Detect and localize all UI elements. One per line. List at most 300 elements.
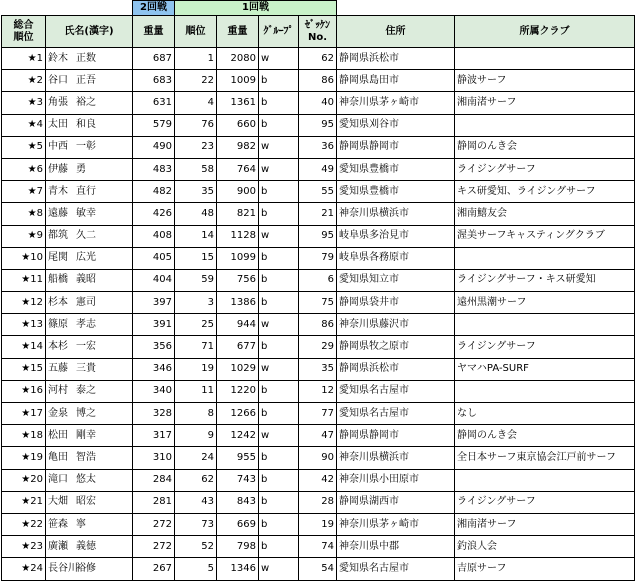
club-cell: 釣浪人会 bbox=[455, 536, 635, 558]
given-name: 裕修 bbox=[76, 562, 96, 574]
overall-rank-cell: ★10 bbox=[2, 247, 46, 269]
bib-cell: 95 bbox=[299, 114, 337, 136]
bib-cell: 74 bbox=[299, 536, 337, 558]
given-name: 憲司 bbox=[76, 296, 96, 308]
group-cell: b bbox=[259, 491, 299, 513]
table-row bbox=[2, 114, 635, 136]
group-cell: w bbox=[259, 48, 299, 70]
group-cell: w bbox=[259, 358, 299, 380]
overall-rank-cell: ★7 bbox=[2, 181, 46, 203]
family-name: 太田 bbox=[48, 119, 68, 131]
table-row bbox=[2, 513, 635, 535]
bib-cell: 49 bbox=[299, 158, 337, 180]
col-weight-round1: 重量 bbox=[217, 16, 259, 48]
name-cell bbox=[46, 158, 133, 180]
col-group: ｸﾞﾙｰﾌﾟ bbox=[259, 16, 299, 48]
club-cell: 湘南渚サーフ bbox=[455, 92, 635, 114]
rank-round1-cell: 73 bbox=[175, 513, 217, 535]
bib-cell: 19 bbox=[299, 513, 337, 535]
bib-cell: 86 bbox=[299, 314, 337, 336]
family-name: 亀田 bbox=[48, 451, 68, 463]
weight-round1-cell: 764 bbox=[217, 158, 259, 180]
bib-cell: 40 bbox=[299, 92, 337, 114]
overall-rank-cell: ★16 bbox=[2, 380, 46, 402]
group-cell: b bbox=[259, 536, 299, 558]
overall-rank-cell: ★5 bbox=[2, 136, 46, 158]
club-cell: 静岡のんき会 bbox=[455, 425, 635, 447]
address-cell: 神奈川県藤沢市 bbox=[337, 314, 455, 336]
weight-round2-cell: 346 bbox=[133, 358, 175, 380]
overall-rank-cell: ★21 bbox=[2, 491, 46, 513]
weight-round2-cell: 310 bbox=[133, 447, 175, 469]
band-spacer bbox=[46, 1, 133, 16]
rank-round1-cell: 8 bbox=[175, 403, 217, 425]
group-cell: w bbox=[259, 225, 299, 247]
given-name: 義徳 bbox=[76, 540, 96, 552]
weight-round1-cell: 660 bbox=[217, 114, 259, 136]
bib-cell: 12 bbox=[299, 380, 337, 402]
weight-round2-cell: 482 bbox=[133, 181, 175, 203]
rank-round1-cell: 23 bbox=[175, 136, 217, 158]
club-cell bbox=[455, 469, 635, 491]
weight-round1-cell: 2080 bbox=[217, 48, 259, 70]
family-name: 角張 bbox=[48, 96, 68, 108]
results-table bbox=[1, 0, 635, 581]
family-name: 中西 bbox=[48, 141, 68, 153]
address-cell: 愛知県名古屋市 bbox=[337, 380, 455, 402]
overall-rank-cell: ★1 bbox=[2, 48, 46, 70]
address-cell: 愛知県豊橋市 bbox=[337, 158, 455, 180]
weight-round1-cell: 1346 bbox=[217, 558, 259, 580]
name-cell bbox=[46, 336, 133, 358]
bib-cell: 90 bbox=[299, 447, 337, 469]
rank-round1-cell: 11 bbox=[175, 380, 217, 402]
family-name: 河村 bbox=[48, 385, 68, 397]
rank-round1-cell: 35 bbox=[175, 181, 217, 203]
rank-round1-cell: 5 bbox=[175, 558, 217, 580]
address-cell: 静岡県静岡市 bbox=[337, 136, 455, 158]
table-row bbox=[2, 48, 635, 70]
club-cell: ライジングサーフ・キス研愛知 bbox=[455, 269, 635, 291]
group-cell: w bbox=[259, 425, 299, 447]
address-cell: 神奈川県横浜市 bbox=[337, 447, 455, 469]
family-name: 伊藤 bbox=[48, 163, 68, 175]
name-cell bbox=[46, 380, 133, 402]
rank-round1-cell: 24 bbox=[175, 447, 217, 469]
name-cell bbox=[46, 70, 133, 92]
weight-round2-cell: 426 bbox=[133, 203, 175, 225]
club-cell: 静波サーフ bbox=[455, 70, 635, 92]
family-name: 青木 bbox=[48, 185, 68, 197]
given-name: 勇 bbox=[76, 163, 86, 175]
family-name: 都筑 bbox=[48, 230, 68, 242]
weight-round1-cell: 955 bbox=[217, 447, 259, 469]
band-spacer bbox=[2, 1, 46, 16]
club-cell: 吉原サーフ bbox=[455, 558, 635, 580]
table-row bbox=[2, 203, 635, 225]
weight-round2-cell: 317 bbox=[133, 425, 175, 447]
round-header-row bbox=[2, 1, 635, 16]
col-overall-rank: 総合 順位 bbox=[2, 16, 46, 48]
weight-round2-cell: 683 bbox=[133, 70, 175, 92]
weight-round1-cell: 677 bbox=[217, 336, 259, 358]
overall-rank-cell: ★17 bbox=[2, 403, 46, 425]
table-row bbox=[2, 136, 635, 158]
table-row bbox=[2, 292, 635, 314]
name-cell bbox=[46, 48, 133, 70]
club-cell: 遠州黒潮サーフ bbox=[455, 292, 635, 314]
overall-rank-cell: ★6 bbox=[2, 158, 46, 180]
overall-rank-cell: ★15 bbox=[2, 358, 46, 380]
name-cell bbox=[46, 269, 133, 291]
overall-rank-cell: ★11 bbox=[2, 269, 46, 291]
bib-cell: 95 bbox=[299, 225, 337, 247]
family-name: 杉本 bbox=[48, 296, 68, 308]
address-cell: 岐阜県各務原市 bbox=[337, 247, 455, 269]
group-cell: w bbox=[259, 136, 299, 158]
given-name: 博之 bbox=[76, 407, 96, 419]
overall-rank-cell: ★3 bbox=[2, 92, 46, 114]
name-cell bbox=[46, 425, 133, 447]
table-row bbox=[2, 314, 635, 336]
weight-round2-cell: 340 bbox=[133, 380, 175, 402]
address-cell: 愛知県名古屋市 bbox=[337, 558, 455, 580]
rank-round1-cell: 71 bbox=[175, 336, 217, 358]
family-name: 金泉 bbox=[48, 407, 68, 419]
name-cell bbox=[46, 447, 133, 469]
table-row bbox=[2, 247, 635, 269]
rank-round1-cell: 58 bbox=[175, 158, 217, 180]
bib-cell: 86 bbox=[299, 70, 337, 92]
rank-round1-cell: 76 bbox=[175, 114, 217, 136]
table-row bbox=[2, 225, 635, 247]
table-row bbox=[2, 158, 635, 180]
group-cell: b bbox=[259, 247, 299, 269]
group-cell: b bbox=[259, 513, 299, 535]
club-cell: ライジングサーフ bbox=[455, 158, 635, 180]
col-rank-round1: 順位 bbox=[175, 16, 217, 48]
round2-label: 2回戦 bbox=[133, 1, 175, 16]
club-cell: 湘南渚サーフ bbox=[455, 513, 635, 535]
address-cell: 愛知県豊橋市 bbox=[337, 181, 455, 203]
name-cell bbox=[46, 247, 133, 269]
name-cell bbox=[46, 536, 133, 558]
bib-cell: 36 bbox=[299, 136, 337, 158]
family-name: 笹森 bbox=[48, 518, 68, 530]
rank-round1-cell: 3 bbox=[175, 292, 217, 314]
table-row bbox=[2, 425, 635, 447]
club-cell bbox=[455, 380, 635, 402]
given-name: 昭宏 bbox=[76, 496, 96, 508]
overall-rank-cell: ★4 bbox=[2, 114, 46, 136]
rank-round1-cell: 25 bbox=[175, 314, 217, 336]
group-cell: b bbox=[259, 447, 299, 469]
name-cell bbox=[46, 292, 133, 314]
weight-round2-cell: 391 bbox=[133, 314, 175, 336]
bib-cell: 28 bbox=[299, 491, 337, 513]
table-row bbox=[2, 336, 635, 358]
weight-round1-cell: 982 bbox=[217, 136, 259, 158]
weight-round1-cell: 1266 bbox=[217, 403, 259, 425]
rank-round1-cell: 52 bbox=[175, 536, 217, 558]
weight-round1-cell: 1220 bbox=[217, 380, 259, 402]
weight-round1-cell: 1029 bbox=[217, 358, 259, 380]
col-weight-round2: 重量 bbox=[133, 16, 175, 48]
address-cell: 愛知県刈谷市 bbox=[337, 114, 455, 136]
name-cell bbox=[46, 558, 133, 580]
given-name: 悠太 bbox=[76, 474, 96, 486]
rank-round1-cell: 15 bbox=[175, 247, 217, 269]
weight-round2-cell: 483 bbox=[133, 158, 175, 180]
family-name: 遠藤 bbox=[48, 207, 68, 219]
group-cell: b bbox=[259, 269, 299, 291]
given-name: 和良 bbox=[76, 119, 96, 131]
bib-cell: 47 bbox=[299, 425, 337, 447]
weight-round2-cell: 687 bbox=[133, 48, 175, 70]
group-cell: b bbox=[259, 181, 299, 203]
weight-round1-cell: 843 bbox=[217, 491, 259, 513]
weight-round1-cell: 1386 bbox=[217, 292, 259, 314]
table-row bbox=[2, 447, 635, 469]
name-cell bbox=[46, 358, 133, 380]
table-row bbox=[2, 380, 635, 402]
group-cell: b bbox=[259, 203, 299, 225]
name-cell bbox=[46, 225, 133, 247]
family-name: 船橋 bbox=[48, 274, 68, 286]
overall-rank-cell: ★24 bbox=[2, 558, 46, 580]
rank-round1-cell: 62 bbox=[175, 469, 217, 491]
weight-round1-cell: 821 bbox=[217, 203, 259, 225]
overall-rank-cell: ★19 bbox=[2, 447, 46, 469]
family-name: 滝口 bbox=[48, 474, 68, 486]
bib-cell: 35 bbox=[299, 358, 337, 380]
band-spacer bbox=[455, 1, 635, 16]
col-bib: ｾﾞｯｹﾝ No. bbox=[299, 16, 337, 48]
weight-round2-cell: 631 bbox=[133, 92, 175, 114]
given-name: 正吾 bbox=[76, 74, 96, 86]
family-name: 篠原 bbox=[48, 318, 68, 330]
given-name: 一彰 bbox=[76, 141, 96, 153]
club-cell: ヤマハPA-SURF bbox=[455, 358, 635, 380]
rank-round1-cell: 59 bbox=[175, 269, 217, 291]
given-name: 敏幸 bbox=[76, 207, 96, 219]
family-name: 尾関 bbox=[48, 252, 68, 264]
club-cell: 湘南鱚友会 bbox=[455, 203, 635, 225]
overall-rank-cell: ★23 bbox=[2, 536, 46, 558]
family-name: 谷口 bbox=[48, 74, 68, 86]
name-cell bbox=[46, 314, 133, 336]
group-cell: b bbox=[259, 380, 299, 402]
overall-rank-cell: ★18 bbox=[2, 425, 46, 447]
rank-round1-cell: 22 bbox=[175, 70, 217, 92]
table-row bbox=[2, 181, 635, 203]
rank-round1-cell: 19 bbox=[175, 358, 217, 380]
address-cell: 愛知県名古屋市 bbox=[337, 403, 455, 425]
overall-rank-cell: ★14 bbox=[2, 336, 46, 358]
weight-round2-cell: 284 bbox=[133, 469, 175, 491]
name-cell bbox=[46, 513, 133, 535]
club-cell: なし bbox=[455, 403, 635, 425]
given-name: 剛幸 bbox=[76, 429, 96, 441]
given-name: 寧 bbox=[76, 518, 86, 530]
bib-cell: 62 bbox=[299, 48, 337, 70]
given-name: 義昭 bbox=[76, 274, 96, 286]
weight-round2-cell: 408 bbox=[133, 225, 175, 247]
weight-round1-cell: 1361 bbox=[217, 92, 259, 114]
rank-round1-cell: 43 bbox=[175, 491, 217, 513]
address-cell: 静岡県浜松市 bbox=[337, 48, 455, 70]
club-cell bbox=[455, 48, 635, 70]
given-name: 泰之 bbox=[76, 385, 96, 397]
group-cell: w bbox=[259, 158, 299, 180]
name-cell bbox=[46, 136, 133, 158]
address-cell: 静岡県島田市 bbox=[337, 70, 455, 92]
overall-rank-cell: ★12 bbox=[2, 292, 46, 314]
rank-round1-cell: 14 bbox=[175, 225, 217, 247]
club-cell: キス研愛知、ライジングサーフ bbox=[455, 181, 635, 203]
table-row bbox=[2, 358, 635, 380]
name-cell bbox=[46, 469, 133, 491]
given-name: 直行 bbox=[76, 185, 96, 197]
family-name: 大畑 bbox=[48, 496, 68, 508]
band-spacer bbox=[337, 1, 455, 16]
club-cell: 渥美サーフキャスティングクラブ bbox=[455, 225, 635, 247]
club-cell: 全日本サーフ東京協会江戸前サーフ bbox=[455, 447, 635, 469]
group-cell: b bbox=[259, 70, 299, 92]
address-cell: 愛知県知立市 bbox=[337, 269, 455, 291]
weight-round2-cell: 328 bbox=[133, 403, 175, 425]
weight-round1-cell: 743 bbox=[217, 469, 259, 491]
club-cell bbox=[455, 247, 635, 269]
name-cell bbox=[46, 403, 133, 425]
name-cell bbox=[46, 203, 133, 225]
bib-cell: 77 bbox=[299, 403, 337, 425]
club-cell: 静岡のんき会 bbox=[455, 136, 635, 158]
group-cell: w bbox=[259, 558, 299, 580]
overall-rank-cell: ★20 bbox=[2, 469, 46, 491]
group-cell: b bbox=[259, 336, 299, 358]
group-cell: b bbox=[259, 292, 299, 314]
family-name: 鈴木 bbox=[48, 52, 68, 64]
family-name: 松田 bbox=[48, 429, 68, 441]
given-name: 裕之 bbox=[76, 96, 96, 108]
weight-round2-cell: 397 bbox=[133, 292, 175, 314]
bib-cell: 29 bbox=[299, 336, 337, 358]
table-row bbox=[2, 403, 635, 425]
address-cell: 静岡県湖西市 bbox=[337, 491, 455, 513]
round1-label: 1回戦 bbox=[175, 1, 337, 16]
weight-round2-cell: 356 bbox=[133, 336, 175, 358]
given-name: 正数 bbox=[76, 52, 96, 64]
club-cell: ライジングサーフ bbox=[455, 336, 635, 358]
weight-round1-cell: 669 bbox=[217, 513, 259, 535]
weight-round1-cell: 1128 bbox=[217, 225, 259, 247]
bib-cell: 21 bbox=[299, 203, 337, 225]
bib-cell: 6 bbox=[299, 269, 337, 291]
table-row bbox=[2, 70, 635, 92]
name-cell bbox=[46, 181, 133, 203]
weight-round1-cell: 1009 bbox=[217, 70, 259, 92]
weight-round2-cell: 281 bbox=[133, 491, 175, 513]
group-cell: b bbox=[259, 92, 299, 114]
weight-round2-cell: 272 bbox=[133, 513, 175, 535]
family-name: 本杉 bbox=[48, 341, 68, 353]
overall-rank-cell: ★22 bbox=[2, 513, 46, 535]
address-cell: 神奈川県茅ヶ崎市 bbox=[337, 92, 455, 114]
weight-round1-cell: 756 bbox=[217, 269, 259, 291]
col-club: 所属クラブ bbox=[455, 16, 635, 48]
weight-round1-cell: 798 bbox=[217, 536, 259, 558]
address-cell: 神奈川県茅ヶ崎市 bbox=[337, 513, 455, 535]
table-row bbox=[2, 491, 635, 513]
address-cell: 静岡県浜松市 bbox=[337, 358, 455, 380]
given-name: 孝志 bbox=[76, 318, 96, 330]
family-name: 廣瀬 bbox=[48, 540, 68, 552]
address-cell: 静岡県静岡市 bbox=[337, 425, 455, 447]
address-cell: 静岡県牧之原市 bbox=[337, 336, 455, 358]
family-name: 五藤 bbox=[48, 363, 68, 375]
rank-round1-cell: 48 bbox=[175, 203, 217, 225]
bib-cell: 42 bbox=[299, 469, 337, 491]
rank-round1-cell: 4 bbox=[175, 92, 217, 114]
weight-round2-cell: 404 bbox=[133, 269, 175, 291]
address-cell: 神奈川県中郡 bbox=[337, 536, 455, 558]
address-cell: 神奈川県小田原市 bbox=[337, 469, 455, 491]
weight-round1-cell: 1242 bbox=[217, 425, 259, 447]
family-name: 長谷川 bbox=[48, 562, 78, 574]
overall-rank-cell: ★8 bbox=[2, 203, 46, 225]
rank-round1-cell: 1 bbox=[175, 48, 217, 70]
weight-round1-cell: 944 bbox=[217, 314, 259, 336]
bib-cell: 55 bbox=[299, 181, 337, 203]
overall-rank-cell: ★13 bbox=[2, 314, 46, 336]
given-name: 一宏 bbox=[76, 341, 96, 353]
given-name: 三貴 bbox=[76, 363, 96, 375]
given-name: 広光 bbox=[76, 252, 96, 264]
weight-round2-cell: 579 bbox=[133, 114, 175, 136]
club-cell: ライジングサーフ bbox=[455, 491, 635, 513]
weight-round2-cell: 405 bbox=[133, 247, 175, 269]
given-name: 久二 bbox=[76, 230, 96, 242]
address-cell: 静岡県袋井市 bbox=[337, 292, 455, 314]
bib-cell: 75 bbox=[299, 292, 337, 314]
results-body bbox=[2, 48, 635, 581]
address-cell: 神奈川県横浜市 bbox=[337, 203, 455, 225]
weight-round2-cell: 272 bbox=[133, 536, 175, 558]
table-row bbox=[2, 536, 635, 558]
rank-round1-cell: 9 bbox=[175, 425, 217, 447]
weight-round1-cell: 900 bbox=[217, 181, 259, 203]
overall-rank-cell: ★2 bbox=[2, 70, 46, 92]
table-row bbox=[2, 269, 635, 291]
bib-cell: 79 bbox=[299, 247, 337, 269]
table-row bbox=[2, 469, 635, 491]
club-cell bbox=[455, 114, 635, 136]
group-cell: b bbox=[259, 403, 299, 425]
weight-round2-cell: 267 bbox=[133, 558, 175, 580]
group-cell: w bbox=[259, 314, 299, 336]
address-cell: 岐阜県多治見市 bbox=[337, 225, 455, 247]
col-address: 住所 bbox=[337, 16, 455, 48]
club-cell bbox=[455, 314, 635, 336]
bib-cell: 54 bbox=[299, 558, 337, 580]
weight-round2-cell: 490 bbox=[133, 136, 175, 158]
group-cell: b bbox=[259, 114, 299, 136]
given-name: 智浩 bbox=[76, 451, 96, 463]
table-row bbox=[2, 92, 635, 114]
col-name: 氏名(漢字) bbox=[46, 16, 133, 48]
name-cell bbox=[46, 491, 133, 513]
